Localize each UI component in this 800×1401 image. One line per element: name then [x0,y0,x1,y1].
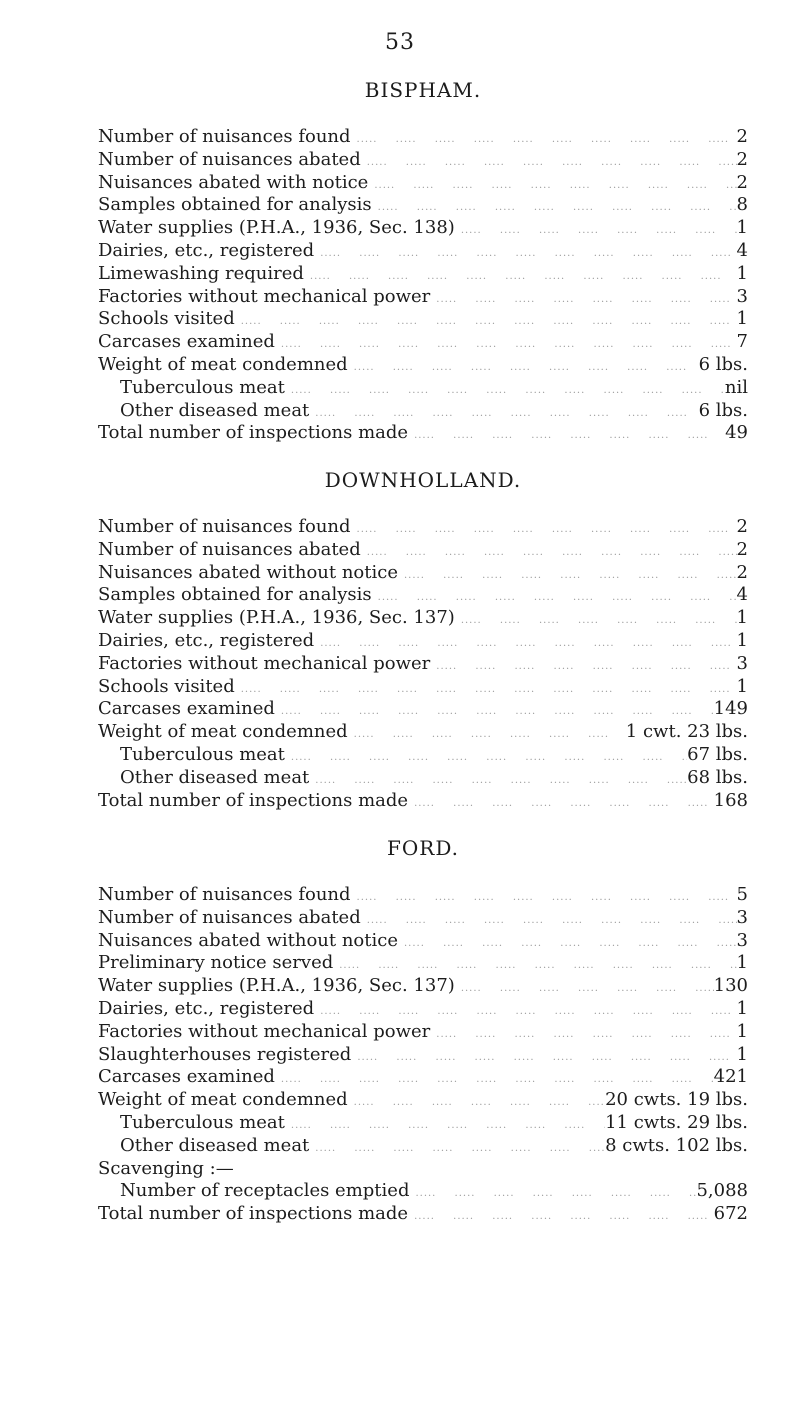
statistic-label: Carcases examined [98,698,275,720]
statistic-value: 5 [736,884,748,905]
leader-dots [361,542,737,562]
statistic-value: 1 [736,952,748,974]
statistic-label: Dairies, etc., registered [98,629,315,651]
statistic-value: 168 [713,789,748,811]
leader-dots [309,770,687,790]
statistic-value: 11 cwts. 29 lbs. [605,1111,748,1133]
statistic-row [98,1066,748,1089]
leader-dots [430,1024,736,1044]
statistic-value: 2 [736,171,748,193]
statistic-row [98,1135,748,1158]
statistic-value: 20 cwts. 19 lbs. [605,1089,748,1111]
statistic-label: Scavenging :— [98,1157,234,1179]
statistic-value: 1 [736,308,748,330]
statistic-label: Schools visited [98,308,235,330]
statistic-row [98,400,748,423]
statistic-label: Other diseased meat [120,1134,310,1156]
statistic-value: 2 [736,516,748,537]
statistic-label: Factories without mechanical power [98,652,431,674]
leader-dots [314,633,736,653]
statistic-row [98,516,748,539]
leader-dots [361,910,737,930]
statistic-label: Factories without mechanical power [98,285,431,307]
statistics-list [98,126,748,445]
statistic-row [98,377,748,400]
statistic-label: Total number of inspections made [98,422,409,444]
statistic-label: Schools visited [98,675,235,697]
leader-dots [409,1183,696,1203]
statistic-row [98,1044,748,1067]
statistic-label: Weight of meat condemned [98,353,348,375]
statistic-row [98,790,748,813]
statistic-value: 8 cwts. 102 lbs. [605,1134,748,1156]
leader-dots [368,175,736,195]
leader-dots [430,656,736,676]
statistic-label: Number of nuisances abated [98,148,361,170]
statistic-row [98,422,748,445]
leader-dots [398,565,737,585]
statistic-row [98,1021,748,1044]
leader-dots [372,587,737,607]
statistic-value: 1 [736,1043,748,1065]
leader-dots [408,793,714,813]
statistic-label: Water supplies (P.H.A., 1936, Sec. 137) [98,607,455,629]
leader-dots [275,334,737,354]
leader-dots [235,679,737,699]
statistic-value: 5,088 [696,1180,748,1202]
statistic-value: 3 [736,929,748,951]
statistics-list [98,516,748,812]
statistic-value: 1 [736,217,748,239]
statistic-label: Number of nuisances found [98,884,351,905]
statistic-row [98,744,748,767]
leader-dots [285,1115,605,1135]
section-title: FORD. [386,836,459,860]
statistic-row [98,1203,748,1226]
statistic-row [98,263,748,286]
statistic-value: 3 [736,285,748,307]
statistic-label: Tuberculous meat [120,1111,285,1133]
leader-dots [351,1047,736,1067]
statistic-label: Water supplies (P.H.A., 1936, Sec. 137) [98,975,455,997]
statistic-row [98,952,748,975]
statistic-label: Tuberculous meat [120,376,285,398]
statistic-value: 1 [736,997,748,1019]
statistic-label: Factories without mechanical power [98,1020,431,1042]
statistic-row [98,331,748,354]
leader-dots [275,701,714,721]
statistic-value: 2 [736,148,748,170]
statistic-row [98,286,748,309]
statistic-value: 1 [736,607,748,629]
statistic-label: Nuisances abated with notice [98,171,369,193]
statistic-value: 3 [736,652,748,674]
statistic-value: 2 [736,538,748,560]
leader-dots [348,357,699,377]
leader-dots [398,933,737,953]
leader-dots [408,1206,714,1226]
statistic-label: Total number of inspections made [98,789,409,811]
leader-dots [309,403,698,423]
statistic-row [98,126,748,149]
statistic-label: Number of nuisances abated [98,538,361,560]
statistic-label: Carcases examined [98,1066,275,1088]
statistic-value: 49 [725,422,748,444]
statistic-row [98,767,748,790]
statistic-row [98,698,748,721]
statistic-value: 6 lbs. [698,399,748,421]
statistic-value: 8 [736,194,748,216]
statistic-value: 4 [736,584,748,606]
section-title: BISPHAM. [364,78,482,102]
statistic-row [98,562,748,585]
statistic-label: Tuberculous meat [120,743,285,765]
statistic-label: Dairies, etc., registered [98,997,315,1019]
statistic-value: 130 [713,975,748,997]
statistic-row [98,1180,748,1203]
statistic-row [98,676,748,699]
statistic-value: 7 [736,331,748,353]
statistic-row [98,721,748,744]
statistic-row [98,194,748,217]
statistic-row [98,998,748,1021]
statistic-label: Samples obtained for analysis [98,194,372,216]
statistic-value: 4 [736,239,748,261]
leader-dots [408,425,725,445]
section-ford [98,834,748,1226]
statistic-value: 68 lbs. [687,766,748,788]
statistic-value: 149 [713,698,748,720]
statistic-value: 67 lbs. [687,743,748,765]
page-number: 53 [385,30,415,55]
leader-dots [314,1001,736,1021]
leader-dots [348,1092,605,1112]
statistics-list [98,884,748,1226]
section-bispham [98,76,748,445]
statistic-label: Preliminary notice served [98,952,334,974]
leader-dots [285,747,687,767]
statistic-label: Limewashing required [98,262,304,284]
statistic-row [98,930,748,953]
statistic-label: Number of receptacles emptied [120,1180,410,1202]
statistic-label: Other diseased meat [120,399,310,421]
leader-dots [333,955,736,975]
statistic-value: 1 [736,675,748,697]
statistic-row [98,1158,748,1181]
leader-dots [351,887,737,907]
section-downholland [98,466,748,812]
leader-dots [309,1138,605,1158]
statistic-row [98,539,748,562]
statistic-value: 1 cwt. 23 lbs. [625,721,748,743]
statistic-label: Water supplies (P.H.A., 1936, Sec. 138) [98,217,455,239]
leader-dots [348,724,626,744]
leader-dots [361,152,737,172]
statistic-row [98,607,748,630]
leader-dots [304,266,737,286]
leader-dots [351,129,737,149]
leader-dots [314,243,736,263]
statistic-row [98,217,748,240]
statistic-value: nil [724,376,748,398]
statistic-label: Number of nuisances abated [98,906,361,928]
statistic-row [98,354,748,377]
statistic-row [98,907,748,930]
statistic-row [98,653,748,676]
leader-dots [455,220,737,240]
statistic-row [98,584,748,607]
statistic-label: Weight of meat condemned [98,1089,348,1111]
statistic-row [98,630,748,653]
leader-dots [285,380,725,400]
statistic-row [98,1112,748,1135]
statistic-label: Samples obtained for analysis [98,584,372,606]
statistic-value: 1 [736,629,748,651]
statistic-label: Total number of inspections made [98,1203,409,1225]
statistic-row [98,308,748,331]
leader-dots [455,610,737,630]
leader-dots [351,519,737,539]
statistic-label: Weight of meat condemned [98,721,348,743]
leader-dots [372,197,737,217]
statistic-row [98,975,748,998]
statistic-label: Nuisances abated without notice [98,929,398,951]
statistic-value: 421 [713,1066,748,1088]
leader-dots [235,311,737,331]
statistic-value: 6 lbs. [698,353,748,375]
leader-dots [430,289,736,309]
statistic-value: 1 [736,262,748,284]
statistic-label: Number of nuisances found [98,126,351,147]
statistic-label: Number of nuisances found [98,516,351,537]
statistic-value: 672 [713,1203,748,1225]
leader-dots [455,978,714,998]
statistic-value: 3 [736,906,748,928]
statistic-label: Slaughterhouses registered [98,1043,352,1065]
statistic-label: Other diseased meat [120,766,310,788]
statistic-value: 2 [736,126,748,147]
statistic-row [98,149,748,172]
statistic-row [98,1089,748,1112]
statistic-row [98,172,748,195]
statistic-label: Dairies, etc., registered [98,239,315,261]
leader-dots [275,1069,714,1089]
statistic-label: Carcases examined [98,331,275,353]
statistic-label: Nuisances abated without notice [98,561,398,583]
statistic-value: 1 [736,1020,748,1042]
section-title: DOWNHOLLAND. [324,468,522,492]
statistic-row [98,884,748,907]
statistic-row [98,240,748,263]
statistic-value: 2 [736,561,748,583]
